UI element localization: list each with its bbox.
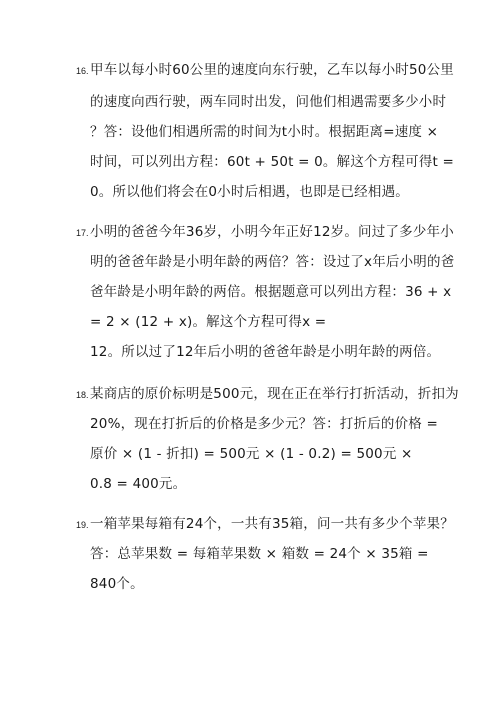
problem-text-line: 12。所以过了12年后小明的爸爸年龄是小明年龄的两倍。 bbox=[90, 344, 441, 360]
problem-text-line: = 2 × (12 + x)。解这个方程可得x = bbox=[90, 314, 327, 330]
problem-text-line: 原价 × (1 - 折扣) = 500元 × (1 - 0.2) = 500元 × bbox=[90, 446, 413, 462]
problem-text-line: 答：总苹果数 = 每箱苹果数 × 箱数 = 24个 × 35箱 = bbox=[90, 546, 429, 562]
problem-text-line: 一箱苹果每箱有24个，一共有35箱，问一共有多少个苹果？ bbox=[90, 516, 454, 532]
problem-number: 19. bbox=[76, 520, 89, 530]
problem-text-line: 840个。 bbox=[90, 576, 144, 592]
problem-text-line: 某商店的原价标明是500元，现在正在举行打折活动，折扣为 bbox=[90, 386, 459, 402]
problem-text-line: 0。所以他们将会在0小时后相遇，也即是已经相遇。 bbox=[90, 184, 409, 200]
problem-number: 17. bbox=[76, 228, 89, 238]
problem-text-line: ？答：设他们相遇所需的时间为t小时。根据距离=速度 × bbox=[90, 124, 439, 140]
problem-number: 16. bbox=[76, 66, 89, 76]
problem-text-line: 甲车以每小时60公里的速度向东行驶，乙车以每小时50公里 bbox=[90, 62, 454, 78]
problem-text-line: 爸年龄是小明年龄的两倍。根据题意可以列出方程：36 + x bbox=[90, 284, 452, 300]
problem-text-line: 的速度向西行驶，两车同时出发，问他们相遇需要多少小时 bbox=[90, 94, 447, 110]
problem-text-line: 小明的爸爸今年36岁，小明今年正好12岁。问过了多少年小 bbox=[90, 224, 454, 240]
problem-text-line: 明的爸爸年龄是小明年龄的两倍？答：设过了x年后小明的爸 bbox=[90, 254, 455, 270]
problem-text-line: 0.8 = 400元。 bbox=[90, 476, 187, 492]
problem-text-line: 时间，可以列出方程：60t + 50t = 0。解这个方程可得t = bbox=[90, 154, 455, 170]
problem-text-line: 20%，现在打折后的价格是多少元？答：打折后的价格 = bbox=[90, 416, 439, 432]
problem-number: 18. bbox=[76, 390, 89, 400]
